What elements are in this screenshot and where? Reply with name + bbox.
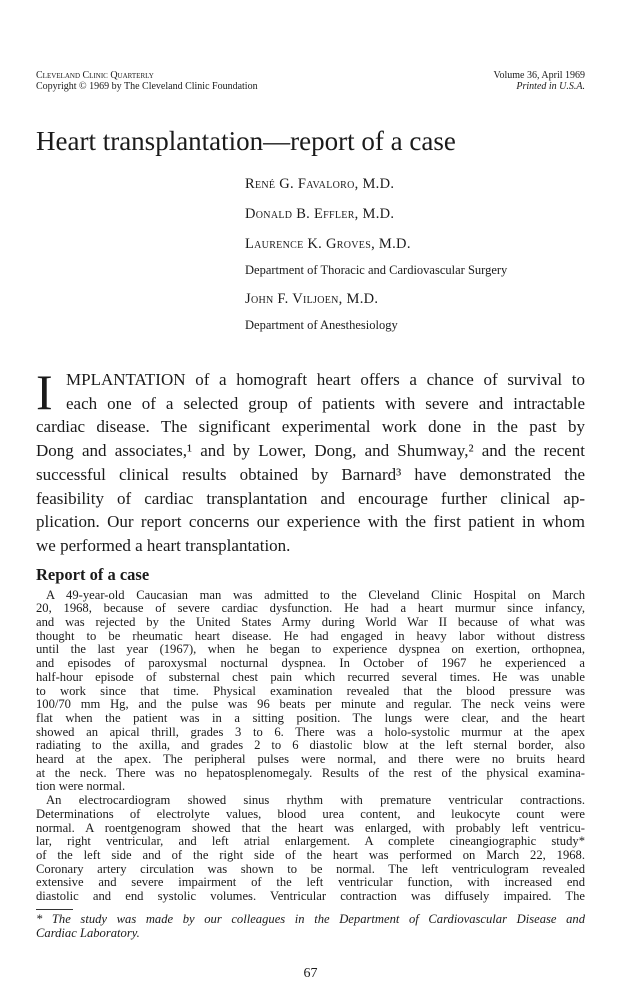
body-line: at the neck. There was no hepatosplenomegaly. Results of the rest of the physical examina-: [36, 765, 585, 780]
intro-line: feasibility of cardiac transplantation and encourage further clinical ap-: [36, 488, 585, 508]
body-line: 20, 1968, because of severe cardiac dysfunction. He had a heart murmur since infancy,: [36, 601, 585, 616]
intro-line: each one of a selected group of patients with severe and intractable: [66, 393, 585, 413]
body-line: of the left side and of the right side of the heart was performed on March 22, 1968.: [36, 847, 585, 862]
author-name: René G. Favaloro, M.D.: [245, 176, 395, 192]
footnote-line: Cardiac Laboratory.: [36, 925, 140, 940]
copyright-line: Copyright © 1969 by The Cleveland Clinic Foundation: [36, 81, 258, 92]
intro-line: we performed a heart transplantation.: [36, 535, 291, 555]
body-line: flat when the patient was in a sitting position. The lungs were clear, and the heart: [36, 710, 585, 725]
body-line: until the last year (1967), when he began to experience dyspnea on exertion, orthopnea,: [36, 642, 585, 657]
drop-cap: I: [36, 364, 53, 420]
intro-line: successful clinical results obtained by Barnard³ have demonstrated the: [36, 464, 585, 484]
intro-line: Dong and associates,¹ and by Lower, Dong, and Shumway,² and the recent: [36, 441, 585, 461]
body-line: 100/70 mm Hg, and the pulse was 96 beats per minute and regular. The neck veins were: [36, 697, 585, 712]
author-name: Laurence K. Groves, M.D.: [245, 236, 411, 252]
body-line: extensive and severe impairment of the left ventricular function, with increased end: [36, 875, 585, 890]
author-department: Department of Thoracic and Cardiovascular Surgery: [245, 263, 508, 277]
author-name: Donald B. Effler, M.D.: [245, 206, 395, 222]
body-line: diastolic and end systolic volumes. Ventricular contraction was diffusely impaired. The: [36, 889, 585, 904]
footnote-line: * The study was made by our colleagues in the Department of Cardiovascular Disease and: [36, 911, 585, 926]
article-body-flow: [36, 364, 585, 982]
body-line: radiating to the axilla, and grades 2 to 6 diastolic blow at the left sternal border, also: [36, 738, 585, 753]
intro-line: cardiac disease. The significant experimental work done in the past by: [36, 417, 585, 437]
body-line: and was rejected by the United States Army during World War II because of what was: [36, 615, 585, 630]
section-heading: Report of a case: [36, 564, 150, 584]
volume-info: Volume 36, April 1969: [493, 70, 585, 81]
body-line: showed an apical thrill, grades 3 to 6. There was a holo-systolic murmur at the apex: [36, 724, 585, 739]
author-name: John F. Viljoen, M.D.: [245, 291, 379, 307]
body-text: [36, 589, 585, 904]
article-title: Heart transplantation—report of a case: [36, 126, 456, 156]
body-line: to work since that time. Physical examination revealed that the blood pressure was: [36, 683, 585, 698]
body-line: and episodes of paroxysmal nocturnal dyspnea. In October of 1967 he experienced a: [36, 656, 585, 671]
journal-name: Cleveland Clinic Quarterly: [36, 70, 154, 81]
body-line: normal. A roentgenogram showed that the heart was enlarged, with probably left ventricu-: [36, 820, 585, 835]
body-line: A 49-year-old Caucasian man was admitted to the Cleveland Clinic Hospital on March: [46, 587, 585, 602]
body-line: Determinations of electrolyte values, blood urea content, and leukocyte count were: [36, 806, 585, 821]
author-department: Department of Anesthesiology: [245, 318, 398, 332]
body-line: half-hour episode of substernal chest pain which recurred several times. He was unable: [36, 669, 585, 684]
footnote: [36, 912, 585, 940]
body-line: lar, right ventricular, and left atrial enlargement. A complete cineangiographic study*: [36, 834, 585, 849]
body-line: Coronary artery circulation was shown to be normal. The left ventriculogram revealed: [36, 861, 585, 876]
footnote-rule: [36, 909, 73, 910]
printed-in: Printed in U.S.A.: [516, 81, 585, 92]
body-line: An electrocardiogram showed sinus rhythm with premature ventricular contractions.: [46, 793, 585, 808]
body-line: tion were normal.: [36, 779, 126, 794]
page-number: 67: [303, 965, 318, 981]
intro-line: MPLANTATION of a homograft heart offers a chance of survival to: [66, 370, 585, 389]
body-line: heard at the apex. The peripheral pulses were normal, and there were no bruits heard: [36, 752, 585, 767]
intro-line: plication. Our report concerns our experience with the first patient in whom: [36, 512, 585, 532]
body-line: thought to be rheumatic heart disease. He had engaged in heavy labor without distress: [36, 628, 585, 643]
intro-paragraph: [36, 364, 585, 558]
